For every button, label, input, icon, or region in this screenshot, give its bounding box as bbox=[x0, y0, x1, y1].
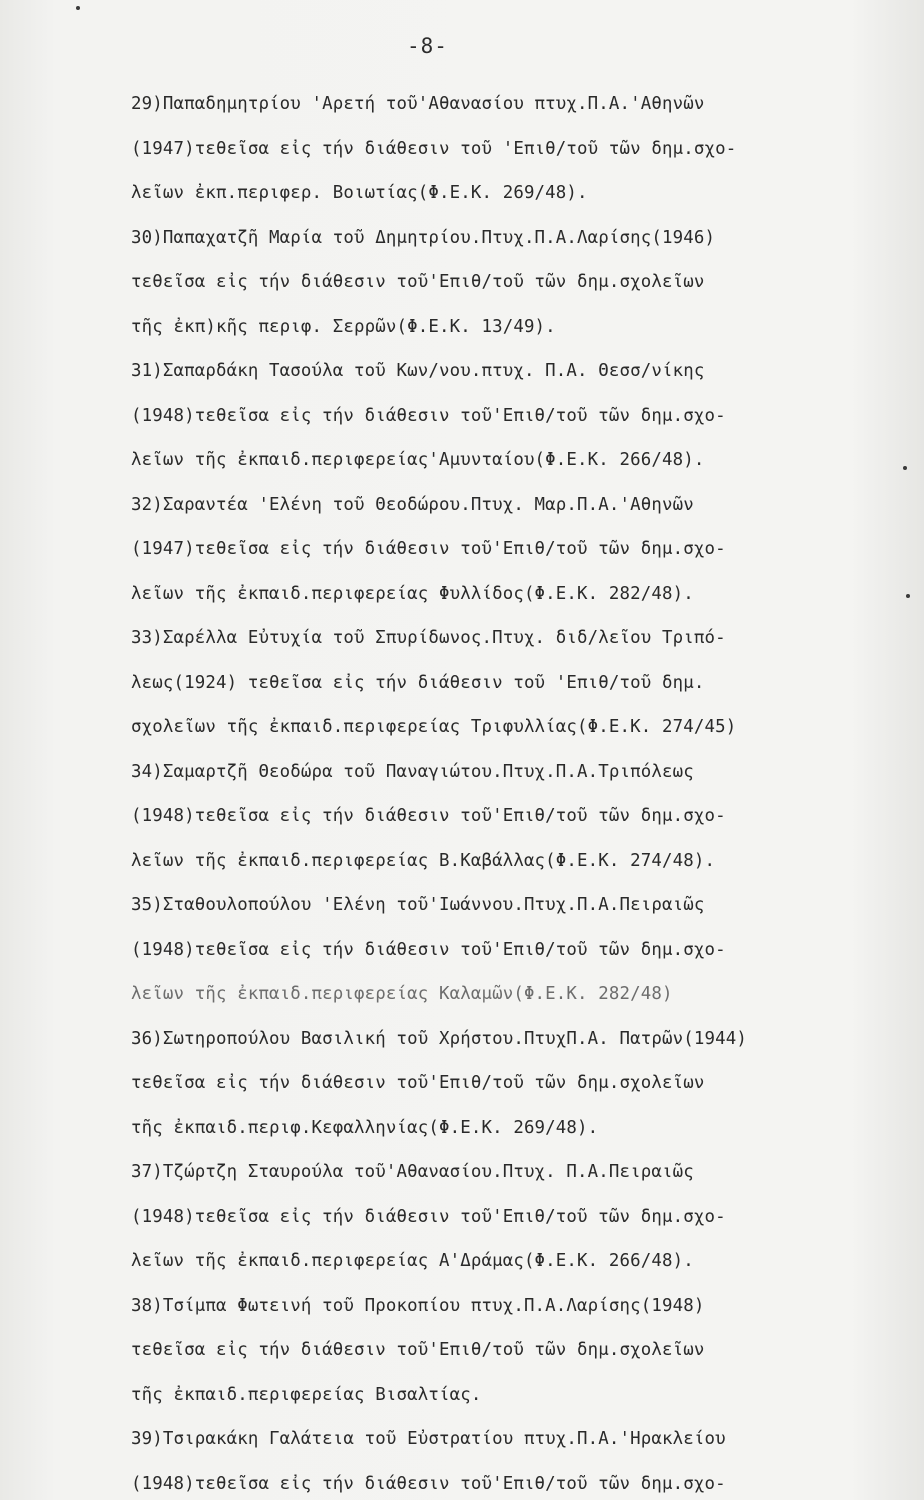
text-line: 36)Σωτηροπούλου Βασιλική τοῦ Χρήστου.ΠτυχΠ.Α. Πατρῶν(1944) bbox=[131, 1028, 747, 1049]
text-line: (1948)τεθεῖσα εἰς τήν διάθεσιν τοῦ'Επιθ/τοῦ τῶν δημ.σχο- bbox=[131, 806, 726, 826]
text-line: 38)Τσίμπα Φωτεινή τοῦ Προκοπίου πτυχ.Π.Α.Λαρίσης(1948) bbox=[131, 1295, 705, 1316]
text-line: (1947)τεθεῖσα εἰς τήν διάθεσιν τοῦ'Επιθ/τοῦ τῶν δημ.σχο- bbox=[131, 539, 726, 559]
text-line: (1948)τεθεῖσα εἰς τήν διάθεσιν τοῦ'Επιθ/τοῦ τῶν δημ.σχο- bbox=[131, 1473, 726, 1494]
text-line: 33)Σαρέλλα Εὐτυχία τοῦ Σπυρίδωνος.Πτυχ. διδ/λεῖου Τριπό- bbox=[131, 628, 726, 648]
text-line: τῆς ἐκπ)κῆς περιφ. Σερρῶν(Φ.Ε.Κ. 13/49). bbox=[131, 316, 556, 337]
text-line: (1948)τεθεῖσα εἰς τήν διάθεσιν τοῦ'Επιθ/τοῦ τῶν δημ.σχο- bbox=[131, 1206, 726, 1227]
text-line: λεῖων τῆς ἐκπαιδ.περιφερείας'Αμυνταίου(Φ.Ε.Κ. 266/48). bbox=[131, 450, 705, 470]
margin-dot-mark bbox=[903, 466, 907, 470]
text-line: λεῖων τῆς ἐκπαιδ.περιφερείας Α'Δράμας(Φ.Ε.Κ. 266/48). bbox=[131, 1251, 694, 1271]
text-line: 37)Τζώρτζη Σταυρούλα τοῦ'Αθανασίου.Πτυχ. Π.Α.Πειραιῶς bbox=[131, 1162, 694, 1182]
text-line: λεῖων τῆς ἐκπαιδ.περιφερείας Φυλλίδος(Φ.Ε.Κ. 282/48). bbox=[131, 583, 694, 604]
margin-dot-mark bbox=[906, 594, 910, 598]
text-line: λεῖων τῆς ἐκπαιδ.περιφερείας Β.Καβάλλας(Φ.Ε.Κ. 274/48). bbox=[131, 850, 716, 871]
text-line: 39)Τσιρακάκη Γαλάτεια τοῦ Εὐστρατίου πτυχ.Π.Α.'Ηρακλείου bbox=[131, 1429, 726, 1449]
margin-dot-mark bbox=[76, 6, 80, 10]
text-line: τῆς ἐκπαιδ.περιφερείας Βισαλτίας. bbox=[131, 1384, 482, 1405]
text-line: (1948)τεθεῖσα εἰς τήν διάθεσιν τοῦ'Επιθ/τοῦ τῶν δημ.σχο- bbox=[131, 939, 726, 960]
text-line: (1947)τεθεῖσα εἰς τήν διάθεσιν τοῦ 'Επιθ/τοῦ τῶν δημ.σχο- bbox=[131, 138, 737, 159]
page-number: -8- bbox=[407, 34, 448, 58]
text-line: τεθεῖσα εἰς τήν διάθεσιν τοῦ'Επιθ/τοῦ τῶν δημ.σχολεῖων bbox=[131, 272, 705, 292]
text-line: 35)Σταθουλοπούλου 'Ελένη τοῦ'Ιωάννου.Πτυχ.Π.Α.Πειραιῶς bbox=[131, 895, 705, 915]
text-line: 34)Σαμαρτζῆ Θεοδώρα τοῦ Παναγιώτου.Πτυχ.Π.Α.Τριπόλεως bbox=[131, 761, 694, 782]
text-line: τεθεῖσα εἰς τήν διάθεσιν τοῦ'Επιθ/τοῦ τῶν δημ.σχολεῖων bbox=[131, 1073, 705, 1093]
text-line: 29)Παπαδημητρίου 'Αρετή τοῦ'Αθανασίου πτυχ.Π.Α.'Αθηνῶν bbox=[131, 94, 705, 114]
text-line: σχολεῖων τῆς ἐκπαιδ.περιφερείας Τριφυλλίας(Φ.Ε.Κ. 274/45) bbox=[131, 717, 737, 737]
text-line: 31)Σαπαρδάκη Τασούλα τοῦ Κων/νου.πτυχ. Π.Α. Θεσσ/νίκης bbox=[131, 361, 705, 381]
text-line: 30)Παπαχατζῆ Μαρία τοῦ Δημητρίου.Πτυχ.Π.Α.Λαρίσης(1946) bbox=[131, 227, 716, 248]
document-body bbox=[131, 82, 906, 1500]
text-line: τεθεῖσα εἰς τήν διάθεσιν τοῦ'Επιθ/τοῦ τῶν δημ.σχολεῖων bbox=[131, 1340, 705, 1360]
text-line: 32)Σαραντέα 'Ελένη τοῦ Θεοδώρου.Πτυχ. Μαρ.Π.Α.'Αθηνῶν bbox=[131, 494, 694, 515]
text-line: λεῖων ἐκπ.περιφερ. Βοιωτίας(Φ.Ε.Κ. 269/48). bbox=[131, 183, 588, 203]
text-line: τῆς ἐκπαιδ.περιφ.Κεφαλληνίας(Φ.Ε.Κ. 269/48). bbox=[131, 1117, 599, 1138]
text-line: (1948)τεθεῖσα εἰς τήν διάθεσιν τοῦ'Επιθ/τοῦ τῶν δημ.σχο- bbox=[131, 405, 726, 426]
text-line: λεῖων τῆς ἐκπαιδ.περιφερείας Καλαμῶν(Φ.Ε.Κ. 282/48) bbox=[131, 984, 673, 1004]
text-line: λεως(1924) τεθεῖσα εἰς τήν διάθεσιν τοῦ 'Επιθ/τοῦ δημ. bbox=[131, 672, 705, 693]
